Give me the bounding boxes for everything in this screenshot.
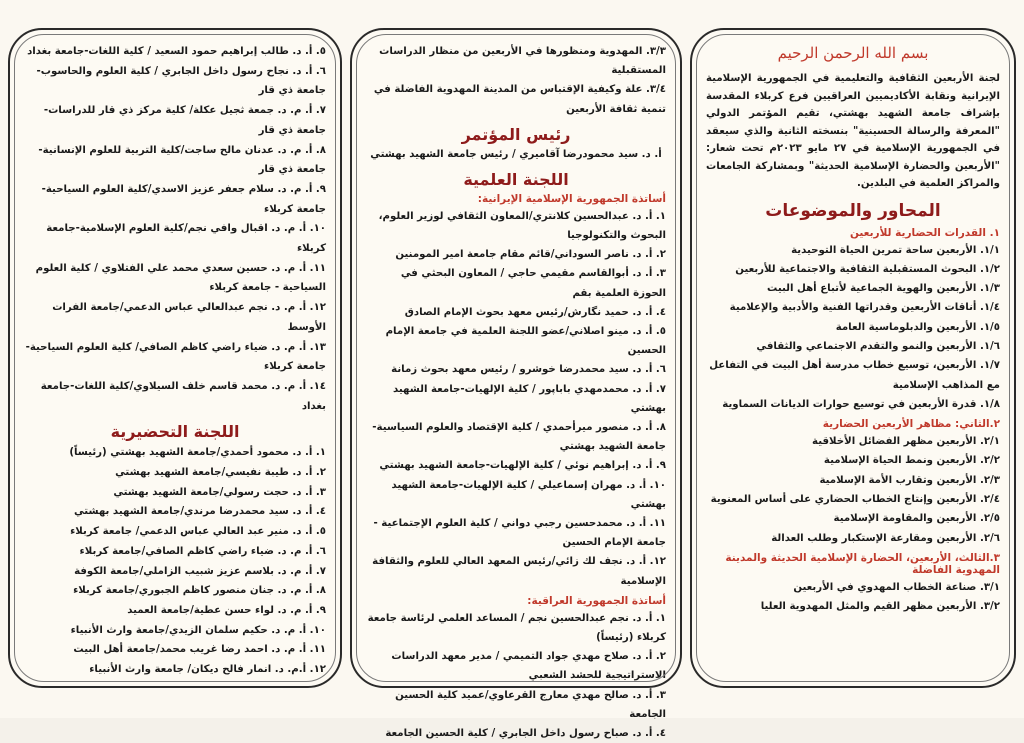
list-item: ٣. أ. د. صالح مهدي معارج القرعاوي/عميد كلية الحسين الجامعة [395, 689, 666, 720]
list-item: ١١. أ. م. د. حسين سعدي محمد علي الفتلاوي / كلية العلوم السياحية - جامعة كربلاء [35, 262, 326, 294]
list-item: ٣/٢. الأربعين مظهر القيم والمثل المهدوية العليا [760, 601, 1000, 613]
list-item: ٢/٢. الأربعين ونمط الحياة الإسلامية [823, 455, 1000, 467]
list-item: ٥. أ. د. مينو اصلاني/عضو اللجنة العلمية في جامعة الإمام الحسين [385, 326, 666, 357]
list-item: ٦. أ. م. د. ضياء راضي كاظم الصافي/جامعة كربلاء [79, 545, 326, 557]
list-item: ٢/٦. الأربعين ومقارعة الإستكبار وطلب العدالة [771, 532, 1000, 544]
list-item: ٢/١. الأربعين مظهر الفضائل الأخلاقية [812, 436, 1000, 448]
axes-heading: المحاور والموضوعات [765, 200, 941, 221]
list-item: ١/٥. الأربعين والدبلوماسية العامة [835, 321, 1000, 333]
list-item: ١٢. أ. م. د. نجم عبدالعالي عباس الدعمي/جامعة الفرات الأوسط [52, 302, 326, 333]
scientific-committee-heading: اللجنة العلمية [463, 169, 569, 189]
list-item: ٧. أ. م. د. جمعة ثجيل عكلة/ كلية مركز ذي قار للدراسات-جامعة ذي قار [43, 105, 326, 136]
axis-3-title: ٣.الثالث، الأربعين، الحضارة الإسلامية الحديثة والمدينة المهدوية الفاضلة [725, 551, 1000, 576]
list-item: ٢. أ. د. ناصر السوداني/قائم مقام جامعة امير المومنين [395, 249, 666, 261]
list-item: ١/٨. قدرة الأربعين في توسيع حوارات الديانات السماوية [722, 398, 1000, 410]
list-item: ٣/٤. علة وكيفية الإقتباس من المدينة المهدوية الفاضلة في تنمية ثقافة الأربعين [373, 84, 666, 115]
axis-2-list [706, 432, 1000, 548]
list-item: ٧. أ. م. د. بلاسم عزيز شبيب الزاملي/جامعة الكوفة [74, 565, 326, 577]
axis-3-list [706, 578, 1000, 617]
list-item: ٢/٤. الأربعين وإنتاج الخطاب الحضاري على أساس المعنوية [710, 494, 1000, 506]
list-item: ١. أ. د. نجم عبدالحسين نجم / المساعد العلمي لرئاسة جامعة كربلاء (رئيساً) [367, 612, 666, 644]
list-item: ١/٦. الأربعين والنمو والتقدم الاجتماعي والثقافي [756, 340, 1000, 352]
basmala: بسم الله الرحمن الرحيم [777, 44, 929, 62]
list-item: ١٣. أ. م. د. ضياء راضي كاظم الصافي/ كلية العلوم السياحية-جامعة كربلاء [25, 341, 326, 373]
list-item: ٤. أ. د. صباح رسول داخل الجابري / كلية الحسين الجامعة [385, 728, 666, 740]
list-item: ٦. أ. د. سيد محمدرضا خوشرو / رئيس معهد بحوث زمانة [391, 364, 666, 376]
middle-panel [350, 28, 682, 740]
list-item: ١٠. أ. م. د. اقبال وافي نجم/كلية العلوم الإسلامية-جامعة كربلاء [46, 223, 326, 255]
intro-paragraph: لجنة الأربعين الثقافية والتعليمية في الجمهورية الإسلامية الإيرانية ونقابة الأكاديميين العراقيين فرع كربلاء المقدسة بإشراف جامعة الشهيد بهشتي، تقيم المؤتمر الدولي "المعرفة والرسالة الحسينية" بنسخته الثانية والذي سيعقد في الجمهورية الإسلامية في ٢٧ مايو ٢٠٢٣م تحت شعار: "الأربعين والحضارة الإسلامية الحديثة" وبمشاركة الجامعات والمراكز العلمية في البلدين. [706, 73, 1000, 189]
list-item: ١/١. الأربعين ساحة تمرين الحياة التوحيدية [791, 244, 1000, 256]
list-item: ١/٧. الأربعين، توسيع خطاب مدرسة أهل البيت في التفاعل مع المذاهب الإسلامية [709, 360, 1000, 391]
list-item: ٩. أ. د. إبراهيم نوئي / كلية الإلهيات-جامعة الشهيد بهشتي [379, 460, 666, 472]
list-item: ١/٢. البحوث المستقبلية الثقافية والاجتماعية للأربعين [735, 263, 1000, 275]
iran-professors-list [366, 207, 666, 591]
list-item: ١/٣. الأربعين والهوية الجماعية لأتباع أهل البيت [767, 283, 1000, 295]
list-item: ٣/٣. المهدوية ومنظورها في الأربعين من منظار الدراسات المستقبلية [379, 46, 666, 77]
list-item: ٣. أ. د. أبوالقاسم مقيمي حاجي / المعاون البحثي في الحوزة العلمية بقم [400, 268, 666, 299]
president-heading: رئيس المؤتمر [461, 124, 571, 144]
list-item: ١٠. أ. د. مهران إسماعيلي / كلية الإلهيات-جامعة الشهيد بهشتي [391, 479, 666, 510]
list-item: ١. أ. د. محمود أحمدي/جامعة الشهيد بهشتي (رئيساً) [69, 447, 326, 459]
list-item: ١/٤. أناقات الأربعين وقدراتها الفنية والأدبية والإعلامية [729, 302, 1000, 314]
left-panel [8, 28, 342, 688]
list-item: ١٤. أ. م. د. محمد قاسم خلف السيلاوي/كلية اللغات-جامعة بغداد [40, 380, 326, 412]
axis-1-title: ١. القدرات الحضارية للأربعين [849, 226, 1000, 239]
list-item: ١١. أ. د. محمدحسين رجبي دواني / كلية العلوم الإجتماعية - جامعة الإمام الحسين [373, 518, 666, 549]
axis-2-title: ٢.الثاني: مظاهر الأربعين الحضارية [822, 418, 1000, 431]
list-item: ١١. أ. م. د. احمد رضا غريب محمد/جامعة أهل البيت [73, 644, 326, 656]
list-item: ٩. أ. م. د. لواء حسن عطية/جامعة العميد [127, 604, 326, 616]
list-item: ٥. أ. د. طالب إبراهيم حمود السعيد / كلية اللغات-جامعة بغداد [27, 46, 326, 57]
list-item: ٥. أ. د. منير عبد العالي عباس الدعمي/ جامعة كربلاء [70, 526, 326, 538]
list-item: ٢/٣. الأربعين وتقارب الأمة الإسلامية [819, 474, 1000, 486]
list-item: ٦. أ. د. نجاح رسول داخل الجابري / كلية العلوم والحاسوب-جامعة ذي قار [36, 65, 326, 97]
president-name: أ. د. سيد محمودرضا آقاميري / رئيس جامعة الشهيد بهشتي [370, 148, 662, 160]
iraq-professors-heading: أساتذة الجمهورية العراقية: [527, 594, 666, 607]
list-item: ٤. أ. د. سيد محمدرضا مرندي/جامعة الشهيد بهشتي [74, 506, 326, 518]
axis-3-continued-list [366, 42, 666, 119]
axis-1-list [706, 241, 1000, 415]
preparatory-committee-heading: اللجنة التحضيرية [110, 422, 240, 442]
right-panel [690, 28, 1016, 688]
list-item: ٣. أ. د. حجت رسولي/جامعة الشهيد بهشتي [113, 486, 326, 498]
list-item: ٢/٥. الأربعين والمقاومة الإسلامية [833, 513, 1000, 525]
preparatory-committee-list [24, 443, 326, 679]
list-item: ٨. أ. د. منصور ميرأحمدي / كلية الإقتصاد والعلوم السياسية-جامعة الشهيد بهشتي [372, 422, 666, 453]
iran-professors-heading: أساتذة الجمهورية الإسلامية الإيرانية: [477, 192, 666, 205]
list-item: ٢. أ. د. صلاح مهدي جواد التميمي / مدير معهد الدراسات الاستراتيجية للحشد الشعبي [391, 651, 666, 682]
list-item: ٩. أ. م. د. سلام جعفر عزيز الاسدي/كلية العلوم السياحية-جامعة كربلاء [41, 183, 326, 215]
list-item: ١٢. أ. د. نجف لك زائي/رئيس المعهد العالي للعلوم والثقافة الإسلامية [372, 556, 666, 587]
list-item: ١٢. أ.م. د. انمار فالح ديكان/ جامعة وارث الأنبياء [89, 664, 326, 676]
list-item: ٧. أ. د. محمدمهدي باباپور / كلية الإلهيات-جامعة الشهيد بهشتي [393, 383, 666, 414]
list-item: ٤. أ. د. حميد نگارش/رئيس معهد بحوث الإمام الصادق [404, 306, 666, 318]
list-item: ٨. أ. م. د. جنان منصور كاظم الجبوري/جامعة كربلاء [73, 585, 326, 597]
list-item: ٢. أ. د. طيبة نفيسي/جامعة الشهيد بهشتي [115, 467, 326, 479]
list-item: ٨. أ. م. د. عدنان مالح ساجت/كلية التربية للعلوم الإنسانية-جامعة ذي قار [38, 144, 326, 176]
iraq-professors-list [366, 609, 666, 743]
iraq-professors-continued-list [24, 42, 326, 416]
list-item: ٣/١. صناعة الخطاب المهدوي في الأربعين [793, 581, 1000, 593]
list-item: ١. أ. د. عبدالحسين كلانتري/المعاون الثقافي لوزير العلوم، البحوث والتكنولوجيا [378, 210, 666, 242]
list-item: ١٠. أ. م. د. حكيم سلمان الزيدي/جامعة وارث الأنبياء [70, 624, 326, 636]
